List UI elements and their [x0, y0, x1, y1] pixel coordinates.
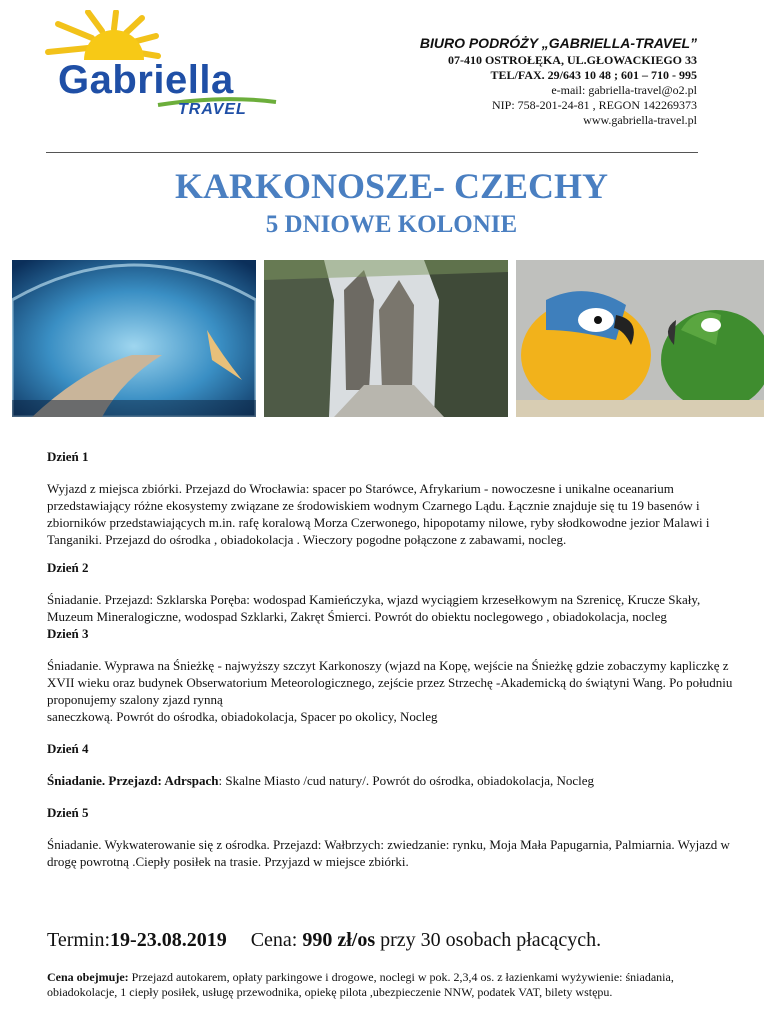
term-and-price [47, 929, 601, 952]
page-subtitle: 5 DNIOWE KOLONIE [265, 211, 518, 238]
header-divider [46, 152, 698, 153]
itinerary [47, 448, 737, 870]
logo-subtitle: TRAVEL [178, 101, 247, 118]
phone: TEL/FAX. 29/643 10 48 ; 601 – 710 - 995 [490, 68, 697, 82]
day-heading: Dzień 3 [47, 626, 89, 641]
nip-regon: NIP: 758-201-24-81 , REGON 142269373 [492, 98, 697, 112]
contact-block [420, 36, 697, 128]
price-condition: przy 30 osobach płacących. [375, 929, 602, 951]
website: www.gabriella-travel.pl [583, 113, 697, 127]
day-description-rest: : Skalne Miasto /cud natury/. Powrót do ośrodka, obiadokolacja, Nocleg [218, 773, 595, 788]
price-value: 990 zł/os [302, 929, 376, 951]
day-description [47, 772, 737, 789]
page-title: KARKONOSZE- CZECHY [174, 166, 609, 206]
photo-strip [12, 260, 764, 417]
day-description: Śniadanie. Wyprawa na Śnieżkę - najwyższy szczyt Karkonoszy (wjazd na Kopę, wejście na Śnieżkę gdzie zobaczymy kapliczkę z XVII wieku oraz budynek Obserwatorium Meteorologicznego, zejście przez Strzechę -Akademicką do świątyni Wang. Po południu proponujemy szalony zjazd rynną [47, 658, 733, 707]
day-heading: Dzień 1 [47, 449, 89, 464]
day-heading: Dzień 4 [47, 741, 89, 756]
day-heading: Dzień 5 [47, 805, 89, 820]
aquarium-tunnel-photo [12, 260, 256, 417]
day-description: Śniadanie. Przejazd: Szklarska Poręba: wodospad Kamieńczyka, wjazd wyciągiem krzesełkowym na Szrenicę, Krucze Skały, Muzeum Mineralogiczne, wodospad Szklarki, Zakręt Śmierci. Powrót do obiektu noclegowego , obiadokolacja, nocleg [47, 592, 701, 624]
day-description-bold: Śniadanie. Przejazd: Adrspach [47, 773, 219, 788]
day-description: Wyjazd z miejsca zbiórki. Przejazd do Wrocławia: spacer po Starówce, Afrykarium - nowoczesne i unikalne oceanarium przedstawiający różne ekosystemy związane ze środowiskiem wodnym Czarnego Lądu. Łącznie znajduje się tu 19 basenów i zbiorników przedstawiających m.in. rafę koralową Morza Czerwonego, hipopotamy nilowe, ryby słodkowodne jezior Malawi i Tanganiki. Przejazd do ośrodka , obiadokolacja . Wieczory pogodne połączone z zabawami, nocleg. [47, 481, 710, 547]
day-description-cont: saneczkową. Powrót do ośrodka, obiadokolacja, Spacer po okolicy, Nocleg [47, 709, 438, 724]
price-includes [47, 970, 737, 1000]
day-description: Śniadanie. Wykwaterowanie się z ośrodka. Przejazd: Wałbrzych: zwiedzanie: rynku, Moja Mała Papugarnia, Palmiarnia. Wyjazd w drogę powrotną .Ciepły posiłek na trasie. Przyjazd w miejsce zbiórki. [47, 837, 730, 869]
day-heading: Dzień 2 [47, 560, 89, 575]
address: 07-410 OSTROŁĘKA, UL.GŁOWACKIEGO 33 [447, 53, 697, 67]
includes-text: Przejazd autokarem, opłaty parkingowe i drogowe, noclegi w pok. 2,3,4 os. z łazienkami wyżywienie: śniadania, obiadokolacje, 1 ciepły posiłek, usługę przewodnika, opiekę pilota ,ubezpieczenie NNW, podatek VAT, bilety wstępu. [47, 970, 674, 999]
email: e-mail: gabriella-travel@o2.pl [551, 83, 697, 97]
includes-label: Cena obejmuje: [47, 970, 129, 984]
term-value: 19-23.08.2019 [110, 929, 227, 951]
agency-name: BIURO PODRÓŻY „GABRIELLA-TRAVEL” [419, 35, 697, 51]
parrots-photo [516, 260, 764, 417]
price-label: Cena: [250, 929, 303, 951]
term-label: Termin: [47, 929, 111, 951]
logo-name: Gabriella [58, 58, 234, 102]
rock-city-photo [264, 260, 508, 417]
